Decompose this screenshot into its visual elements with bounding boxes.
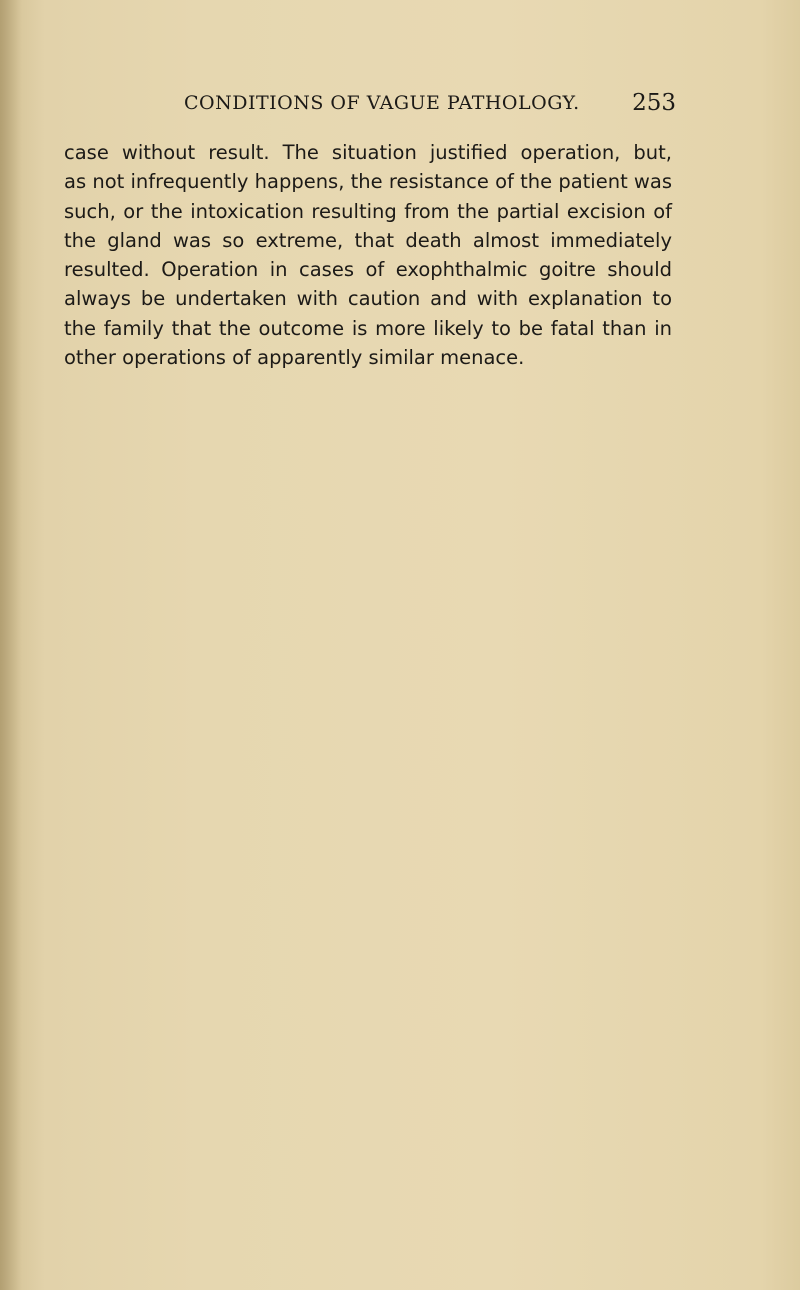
text-line: other operations of apparently similar menace. (64, 346, 525, 370)
text-line: such, or the intoxication resulting from the partial excision of (64, 199, 672, 223)
running-head (64, 88, 676, 128)
running-title: CONDITIONS OF VAGUE PATHOLOGY. (184, 92, 580, 114)
text-line: as not infrequently happens, the resistance of the patient was (64, 170, 672, 194)
body-paragraph (64, 138, 672, 372)
page-edge-shadow (0, 0, 22, 1290)
text-line: the family that the outcome is more likely to be fatal than in (64, 316, 672, 340)
text-line: case without result. The situation justified operation, but, (64, 141, 672, 164)
text-line: always be undertaken with caution and with explanation to (64, 287, 672, 311)
text-line: the gland was so extreme, that death almost immediately (64, 228, 672, 252)
page-number: 253 (632, 90, 676, 116)
text-line: resulted. Operation in cases of exophthalmic goitre should (64, 258, 672, 282)
